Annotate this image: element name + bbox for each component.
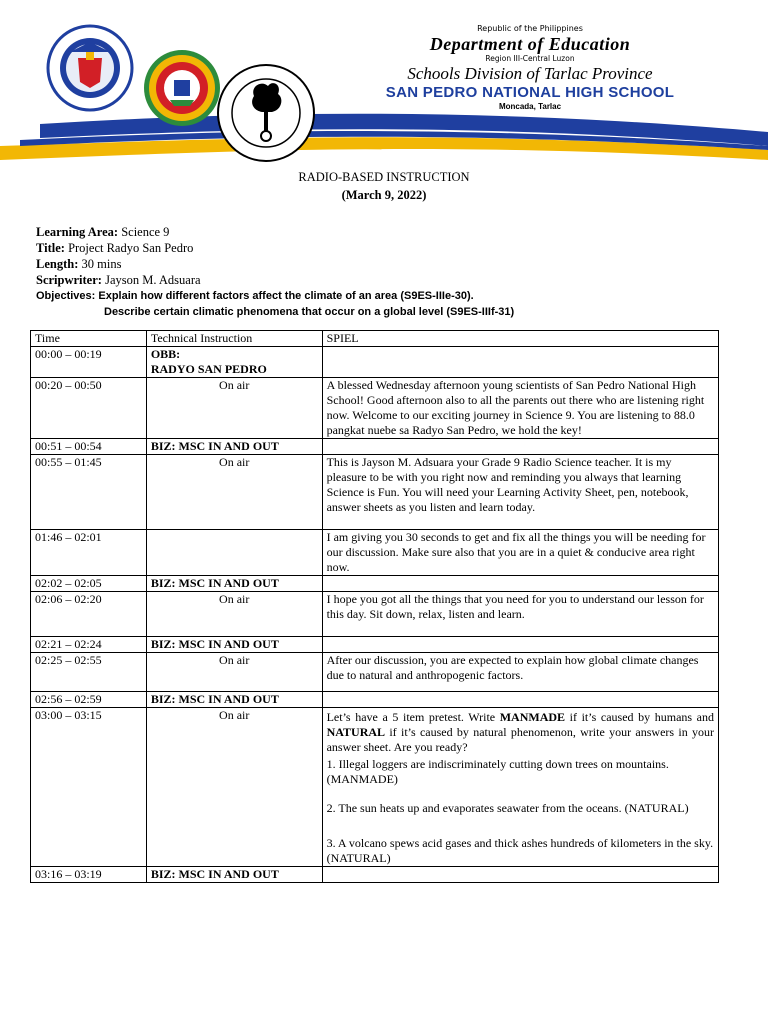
tech-cell: On air bbox=[146, 592, 322, 637]
spiel-cell bbox=[322, 439, 718, 455]
objective-2: Describe certain climatic phenomena that occur on a global level (S9ES-IIIf-31) bbox=[104, 306, 515, 318]
header-technical: Technical Instruction bbox=[146, 331, 322, 347]
spiel-cell: I hope you got all the things that you need for you to understand our lesson for this day. Sit down, relax, listen and learn. bbox=[322, 592, 718, 637]
learning-area-line bbox=[36, 224, 514, 240]
table-row bbox=[31, 378, 719, 439]
pretest-intro-e: if it’s caused by natural phenomenon, write your answers in your answer sheet. Are you ready? bbox=[326, 725, 714, 754]
tech-cell: BIZ: MSC IN AND OUT bbox=[146, 576, 322, 592]
length-value: 30 mins bbox=[81, 257, 122, 271]
time-cell: 02:21 – 02:24 bbox=[31, 637, 147, 653]
scriptwriter-label: Scripwriter: bbox=[36, 273, 102, 287]
objective-1: Explain how different factors affect the climate of an area (S9ES-IIIe-30). bbox=[98, 290, 474, 302]
length-line bbox=[36, 256, 514, 272]
table-row bbox=[31, 455, 719, 530]
time-cell: 02:06 – 02:20 bbox=[31, 592, 147, 637]
pretest-item-2: 2. The sun heats up and evaporates seawater from the oceans. (NATURAL) bbox=[326, 801, 689, 815]
scriptwriter-value: Jayson M. Adsuara bbox=[105, 273, 201, 287]
region-text: Region III-Central Luzon bbox=[485, 54, 575, 63]
table-row bbox=[31, 576, 719, 592]
table-row bbox=[31, 653, 719, 692]
time-cell: 01:46 – 02:01 bbox=[31, 530, 147, 576]
tech-cell: On air bbox=[146, 653, 322, 692]
town-text: Moncada, Tarlac bbox=[498, 102, 562, 111]
time-cell: 00:00 – 00:19 bbox=[31, 347, 147, 378]
spiel-cell: I am giving you 30 seconds to get and fix all the things you will be needing for our discussion. Make sure also that you are in a quiet & conducive area right now. bbox=[322, 530, 718, 576]
tech-cell: BIZ: MSC IN AND OUT bbox=[146, 637, 322, 653]
tech-cell: BIZ: MSC IN AND OUT bbox=[146, 692, 322, 708]
table-row bbox=[31, 347, 719, 378]
learning-area-label: Learning Area: bbox=[36, 225, 119, 239]
time-cell: 00:20 – 00:50 bbox=[31, 378, 147, 439]
deped-seal bbox=[48, 26, 132, 110]
table-row bbox=[31, 637, 719, 653]
time-cell: 03:16 – 03:19 bbox=[31, 867, 147, 883]
table-row bbox=[31, 530, 719, 576]
pretest-item-3: 3. A volcano spews acid gases and thick ashes hundreds of kilometers in the sky. (NATURAL) bbox=[326, 836, 714, 865]
learning-area-value: Science 9 bbox=[121, 225, 170, 239]
tech-cell: On air bbox=[146, 708, 322, 867]
letterhead-text bbox=[340, 24, 720, 112]
title-label: Title: bbox=[36, 241, 65, 255]
department-name: Department of Education bbox=[429, 34, 631, 54]
pretest-manmade: MANMADE bbox=[499, 710, 566, 724]
tech-cell: On air bbox=[146, 455, 322, 530]
spiel-cell: A blessed Wednesday afternoon young scientists of San Pedro National High School! Good afternoon also to all the parents out there who are listening right now. Welcome to our exciting journey in Science 9. You are listening to 88.0 pangkat nuebe sa Radyo San Pedro, we hold the key! bbox=[322, 378, 718, 439]
tech-cell bbox=[146, 530, 322, 576]
document-title: RADIO-BASED INSTRUCTION bbox=[298, 170, 470, 184]
table-row bbox=[31, 867, 719, 883]
table-header-row bbox=[31, 331, 719, 347]
time-cell: 02:56 – 02:59 bbox=[31, 692, 147, 708]
scriptwriter-line bbox=[36, 272, 514, 288]
table-row bbox=[31, 592, 719, 637]
time-cell: 00:55 – 01:45 bbox=[31, 455, 147, 530]
republic-text: Republic of the Philippines bbox=[477, 24, 583, 33]
length-label: Length: bbox=[36, 257, 79, 271]
tech-cell: On air bbox=[146, 378, 322, 439]
table-row bbox=[31, 439, 719, 455]
title-line bbox=[36, 240, 514, 256]
spiel-cell bbox=[322, 692, 718, 708]
table-row bbox=[31, 708, 719, 867]
tech-cell: BIZ: MSC IN AND OUT bbox=[146, 439, 322, 455]
objectives bbox=[36, 288, 514, 320]
header-spiel: SPIEL bbox=[322, 331, 718, 347]
pretest-intro bbox=[327, 710, 714, 755]
spiel-cell bbox=[322, 708, 718, 867]
pretest-item-1: 1. Illegal loggers are indiscriminately cutting down trees on mountains.(MANMADE) bbox=[326, 757, 669, 786]
document-title-block bbox=[0, 168, 768, 204]
title-value: Project Radyo San Pedro bbox=[68, 241, 194, 255]
time-cell: 00:51 – 00:54 bbox=[31, 439, 147, 455]
division-name: Schools Division of Tarlac Province bbox=[407, 64, 653, 83]
tech-cell: OBB: RADYO SAN PEDRO bbox=[146, 347, 322, 378]
pretest-intro-a: Let’s have a 5 item pretest. Write bbox=[326, 710, 500, 724]
tech-cell: BIZ: MSC IN AND OUT bbox=[146, 867, 322, 883]
spiel-cell bbox=[322, 576, 718, 592]
time-cell: 03:00 – 03:15 bbox=[31, 708, 147, 867]
header-time: Time bbox=[31, 331, 147, 347]
letterhead bbox=[0, 0, 768, 190]
spiel-cell bbox=[322, 867, 718, 883]
pretest-natural: NATURAL bbox=[326, 725, 386, 739]
time-cell: 02:02 – 02:05 bbox=[31, 576, 147, 592]
pretest-intro-c: if it’s caused by humans and bbox=[565, 710, 714, 724]
document-date: (March 9, 2022) bbox=[341, 188, 427, 202]
table-row bbox=[31, 692, 719, 708]
lesson-info bbox=[36, 224, 514, 320]
spiel-cell bbox=[322, 347, 718, 378]
time-cell: 02:25 – 02:55 bbox=[31, 653, 147, 692]
sdo-tarlac-seal bbox=[144, 50, 220, 126]
spiel-cell: After our discussion, you are expected to explain how global climate changes due to natural and anthropogenic factors. bbox=[322, 653, 718, 692]
school-seal bbox=[218, 65, 314, 161]
spiel-cell bbox=[322, 637, 718, 653]
school-name: SAN PEDRO NATIONAL HIGH SCHOOL bbox=[385, 84, 675, 101]
script-table bbox=[30, 330, 719, 883]
objectives-label: Objectives: bbox=[36, 290, 96, 302]
spiel-cell: This is Jayson M. Adsuara your Grade 9 Radio Science teacher. It is my pleasure to be with you right now and reminding you always that learning Science is Fun. You will need your Learning Activity Sheet, pen, notebook, answer sheets as you listen and learn today. bbox=[322, 455, 718, 530]
